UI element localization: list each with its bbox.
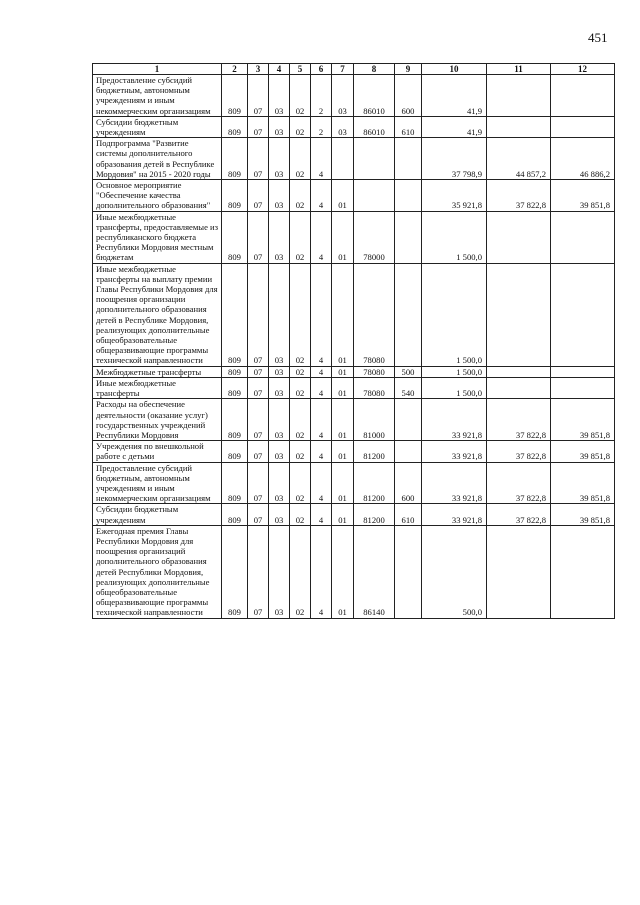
section-cell: 07 bbox=[248, 504, 269, 525]
subprogram-cell: 4 bbox=[311, 399, 332, 441]
table-row bbox=[93, 116, 615, 137]
amount-year-2-cell bbox=[487, 211, 551, 263]
amount-year-3-cell bbox=[551, 377, 615, 398]
table-row bbox=[93, 441, 615, 462]
amount-year-3-cell: 39 851,8 bbox=[551, 504, 615, 525]
event-cell: 01 bbox=[332, 441, 354, 462]
subprogram-cell: 4 bbox=[311, 180, 332, 212]
subprogram-cell: 4 bbox=[311, 263, 332, 366]
expense-type-cell bbox=[395, 263, 422, 366]
program-cell: 02 bbox=[290, 377, 311, 398]
header-cell: 12 bbox=[551, 64, 615, 75]
subprogram-cell: 4 bbox=[311, 138, 332, 180]
subprogram-cell: 2 bbox=[311, 75, 332, 117]
ministry-code-cell: 809 bbox=[222, 399, 248, 441]
amount-year-1-cell: 1 500,0 bbox=[422, 377, 487, 398]
table-row bbox=[93, 504, 615, 525]
program-cell: 02 bbox=[290, 366, 311, 377]
direction-cell: 78080 bbox=[354, 263, 395, 366]
expense-type-cell bbox=[395, 525, 422, 618]
direction-cell: 86140 bbox=[354, 525, 395, 618]
event-cell: 01 bbox=[332, 366, 354, 377]
amount-year-3-cell bbox=[551, 116, 615, 137]
section-cell: 07 bbox=[248, 525, 269, 618]
header-row bbox=[93, 64, 615, 75]
section-cell: 07 bbox=[248, 211, 269, 263]
section-cell: 07 bbox=[248, 180, 269, 212]
ministry-code-cell: 809 bbox=[222, 366, 248, 377]
amount-year-2-cell bbox=[487, 116, 551, 137]
table-row bbox=[93, 399, 615, 441]
amount-year-2-cell: 37 822,8 bbox=[487, 441, 551, 462]
expense-type-cell: 610 bbox=[395, 116, 422, 137]
ministry-code-cell: 809 bbox=[222, 441, 248, 462]
subprogram-cell: 4 bbox=[311, 211, 332, 263]
amount-year-2-cell: 44 857,2 bbox=[487, 138, 551, 180]
program-cell: 02 bbox=[290, 180, 311, 212]
amount-year-2-cell bbox=[487, 75, 551, 117]
program-cell: 02 bbox=[290, 441, 311, 462]
row-name-cell: Предоставление субсидий бюджетным, автономным учреждениям и иным некоммерческим организациям bbox=[93, 462, 222, 504]
ministry-code-cell: 809 bbox=[222, 138, 248, 180]
program-cell: 02 bbox=[290, 399, 311, 441]
program-cell: 02 bbox=[290, 116, 311, 137]
event-cell bbox=[332, 138, 354, 180]
event-cell: 01 bbox=[332, 180, 354, 212]
row-name-cell: Расходы на обеспечение деятельности (оказание услуг) государственных учреждений Республики Мордовия bbox=[93, 399, 222, 441]
expense-type-cell: 600 bbox=[395, 75, 422, 117]
amount-year-1-cell: 1 500,0 bbox=[422, 366, 487, 377]
header-cell: 5 bbox=[290, 64, 311, 75]
subprogram-cell: 4 bbox=[311, 462, 332, 504]
section-cell: 07 bbox=[248, 441, 269, 462]
row-name-cell: Межбюджетные трансферты bbox=[93, 366, 222, 377]
amount-year-3-cell: 39 851,8 bbox=[551, 462, 615, 504]
amount-year-3-cell: 46 886,2 bbox=[551, 138, 615, 180]
direction-cell: 78000 bbox=[354, 211, 395, 263]
event-cell: 01 bbox=[332, 263, 354, 366]
section-cell: 07 bbox=[248, 399, 269, 441]
event-cell: 01 bbox=[332, 462, 354, 504]
subsection-cell: 03 bbox=[269, 441, 290, 462]
expense-type-cell bbox=[395, 399, 422, 441]
ministry-code-cell: 809 bbox=[222, 211, 248, 263]
amount-year-1-cell: 500,0 bbox=[422, 525, 487, 618]
program-cell: 02 bbox=[290, 504, 311, 525]
section-cell: 07 bbox=[248, 75, 269, 117]
page-number: 451 bbox=[588, 30, 608, 45]
subsection-cell: 03 bbox=[269, 366, 290, 377]
expense-type-cell: 540 bbox=[395, 377, 422, 398]
amount-year-2-cell: 37 822,8 bbox=[487, 504, 551, 525]
expense-type-cell: 500 bbox=[395, 366, 422, 377]
event-cell: 01 bbox=[332, 399, 354, 441]
row-name-cell: Учреждения по внешкольной работе с детьми bbox=[93, 441, 222, 462]
section-cell: 07 bbox=[248, 138, 269, 180]
amount-year-1-cell: 1 500,0 bbox=[422, 263, 487, 366]
amount-year-1-cell: 33 921,8 bbox=[422, 462, 487, 504]
amount-year-1-cell: 33 921,8 bbox=[422, 441, 487, 462]
direction-cell: 81000 bbox=[354, 399, 395, 441]
header-cell: 10 bbox=[422, 64, 487, 75]
subprogram-cell: 4 bbox=[311, 525, 332, 618]
amount-year-3-cell bbox=[551, 211, 615, 263]
ministry-code-cell: 809 bbox=[222, 462, 248, 504]
amount-year-3-cell bbox=[551, 263, 615, 366]
direction-cell: 78080 bbox=[354, 366, 395, 377]
expense-type-cell bbox=[395, 441, 422, 462]
amount-year-1-cell: 33 921,8 bbox=[422, 504, 487, 525]
program-cell: 02 bbox=[290, 525, 311, 618]
table-row bbox=[93, 211, 615, 263]
table-row bbox=[93, 75, 615, 117]
amount-year-2-cell bbox=[487, 263, 551, 366]
ministry-code-cell: 809 bbox=[222, 263, 248, 366]
row-name-cell: Подпрограмма "Развитие системы дополнительного образования детей в Республике Мордовия" на 2015 - 2020 годы bbox=[93, 138, 222, 180]
event-cell: 01 bbox=[332, 377, 354, 398]
subsection-cell: 03 bbox=[269, 462, 290, 504]
subsection-cell: 03 bbox=[269, 377, 290, 398]
subsection-cell: 03 bbox=[269, 75, 290, 117]
table-row bbox=[93, 138, 615, 180]
header-cell: 7 bbox=[332, 64, 354, 75]
row-name-cell: Иные межбюджетные трансферты bbox=[93, 377, 222, 398]
row-name-cell: Предоставление субсидий бюджетным, автономным учреждениям и иным некоммерческим организациям bbox=[93, 75, 222, 117]
section-cell: 07 bbox=[248, 462, 269, 504]
section-cell: 07 bbox=[248, 263, 269, 366]
row-name-cell: Иные межбюджетные трансферты, предоставляемые из республиканского бюджета Республики Мордовия местным бюджетам bbox=[93, 211, 222, 263]
amount-year-3-cell: 39 851,8 bbox=[551, 441, 615, 462]
direction-cell: 86010 bbox=[354, 75, 395, 117]
direction-cell bbox=[354, 180, 395, 212]
event-cell: 01 bbox=[332, 211, 354, 263]
subsection-cell: 03 bbox=[269, 116, 290, 137]
direction-cell: 81200 bbox=[354, 504, 395, 525]
table-row bbox=[93, 377, 615, 398]
subsection-cell: 03 bbox=[269, 504, 290, 525]
amount-year-1-cell: 1 500,0 bbox=[422, 211, 487, 263]
header-cell: 2 bbox=[222, 64, 248, 75]
amount-year-2-cell: 37 822,8 bbox=[487, 399, 551, 441]
program-cell: 02 bbox=[290, 462, 311, 504]
expense-type-cell bbox=[395, 138, 422, 180]
amount-year-2-cell bbox=[487, 525, 551, 618]
subsection-cell: 03 bbox=[269, 180, 290, 212]
budget-table bbox=[92, 63, 615, 619]
header-cell: 6 bbox=[311, 64, 332, 75]
expense-type-cell: 600 bbox=[395, 462, 422, 504]
ministry-code-cell: 809 bbox=[222, 377, 248, 398]
direction-cell: 81200 bbox=[354, 462, 395, 504]
amount-year-1-cell: 41,9 bbox=[422, 116, 487, 137]
amount-year-1-cell: 35 921,8 bbox=[422, 180, 487, 212]
ministry-code-cell: 809 bbox=[222, 504, 248, 525]
row-name-cell: Основное мероприятие "Обеспечение качества дополнительного образования" bbox=[93, 180, 222, 212]
table-row bbox=[93, 263, 615, 366]
row-name-cell: Субсидии бюджетным учреждениям bbox=[93, 116, 222, 137]
section-cell: 07 bbox=[248, 377, 269, 398]
amount-year-2-cell bbox=[487, 366, 551, 377]
subprogram-cell: 2 bbox=[311, 116, 332, 137]
ministry-code-cell: 809 bbox=[222, 525, 248, 618]
header-cell: 8 bbox=[354, 64, 395, 75]
event-cell: 01 bbox=[332, 504, 354, 525]
event-cell: 01 bbox=[332, 525, 354, 618]
subsection-cell: 03 bbox=[269, 138, 290, 180]
row-name-cell: Иные межбюджетные трансферты на выплату премии Главы Республики Мордовия для поощрения организации дополнительного образования детей в Республике Мордовия, реализующих дополнительные общеобразовательные общеразвивающие программы технической направленности bbox=[93, 263, 222, 366]
table-row bbox=[93, 462, 615, 504]
direction-cell: 86010 bbox=[354, 116, 395, 137]
ministry-code-cell: 809 bbox=[222, 180, 248, 212]
amount-year-3-cell bbox=[551, 75, 615, 117]
table-row bbox=[93, 366, 615, 377]
amount-year-3-cell: 39 851,8 bbox=[551, 399, 615, 441]
ministry-code-cell: 809 bbox=[222, 75, 248, 117]
program-cell: 02 bbox=[290, 75, 311, 117]
header-cell: 9 bbox=[395, 64, 422, 75]
subsection-cell: 03 bbox=[269, 211, 290, 263]
header-cell: 4 bbox=[269, 64, 290, 75]
expense-type-cell bbox=[395, 180, 422, 212]
direction-cell: 78080 bbox=[354, 377, 395, 398]
section-cell: 07 bbox=[248, 366, 269, 377]
ministry-code-cell: 809 bbox=[222, 116, 248, 137]
amount-year-1-cell: 37 798,9 bbox=[422, 138, 487, 180]
amount-year-3-cell bbox=[551, 366, 615, 377]
subprogram-cell: 4 bbox=[311, 366, 332, 377]
header-cell: 3 bbox=[248, 64, 269, 75]
amount-year-2-cell: 37 822,8 bbox=[487, 180, 551, 212]
table-row bbox=[93, 180, 615, 212]
row-name-cell: Субсидии бюджетным учреждениям bbox=[93, 504, 222, 525]
table-row bbox=[93, 525, 615, 618]
event-cell: 03 bbox=[332, 75, 354, 117]
subprogram-cell: 4 bbox=[311, 377, 332, 398]
subprogram-cell: 4 bbox=[311, 504, 332, 525]
section-cell: 07 bbox=[248, 116, 269, 137]
program-cell: 02 bbox=[290, 263, 311, 366]
amount-year-1-cell: 41,9 bbox=[422, 75, 487, 117]
expense-type-cell: 610 bbox=[395, 504, 422, 525]
amount-year-3-cell bbox=[551, 525, 615, 618]
amount-year-2-cell: 37 822,8 bbox=[487, 462, 551, 504]
amount-year-2-cell bbox=[487, 377, 551, 398]
expense-type-cell bbox=[395, 211, 422, 263]
program-cell: 02 bbox=[290, 211, 311, 263]
amount-year-3-cell: 39 851,8 bbox=[551, 180, 615, 212]
subprogram-cell: 4 bbox=[311, 441, 332, 462]
direction-cell bbox=[354, 138, 395, 180]
subsection-cell: 03 bbox=[269, 263, 290, 366]
amount-year-1-cell: 33 921,8 bbox=[422, 399, 487, 441]
subsection-cell: 03 bbox=[269, 525, 290, 618]
header-cell: 1 bbox=[93, 64, 222, 75]
event-cell: 03 bbox=[332, 116, 354, 137]
program-cell: 02 bbox=[290, 138, 311, 180]
row-name-cell: Ежегодная премия Главы Республики Мордовия для поощрения организаций дополнительного образования детей Республики Мордовия, реализующих дополнительные общеобразовательные общеразвивающие программы технической направленности bbox=[93, 525, 222, 618]
header-cell: 11 bbox=[487, 64, 551, 75]
direction-cell: 81200 bbox=[354, 441, 395, 462]
subsection-cell: 03 bbox=[269, 399, 290, 441]
